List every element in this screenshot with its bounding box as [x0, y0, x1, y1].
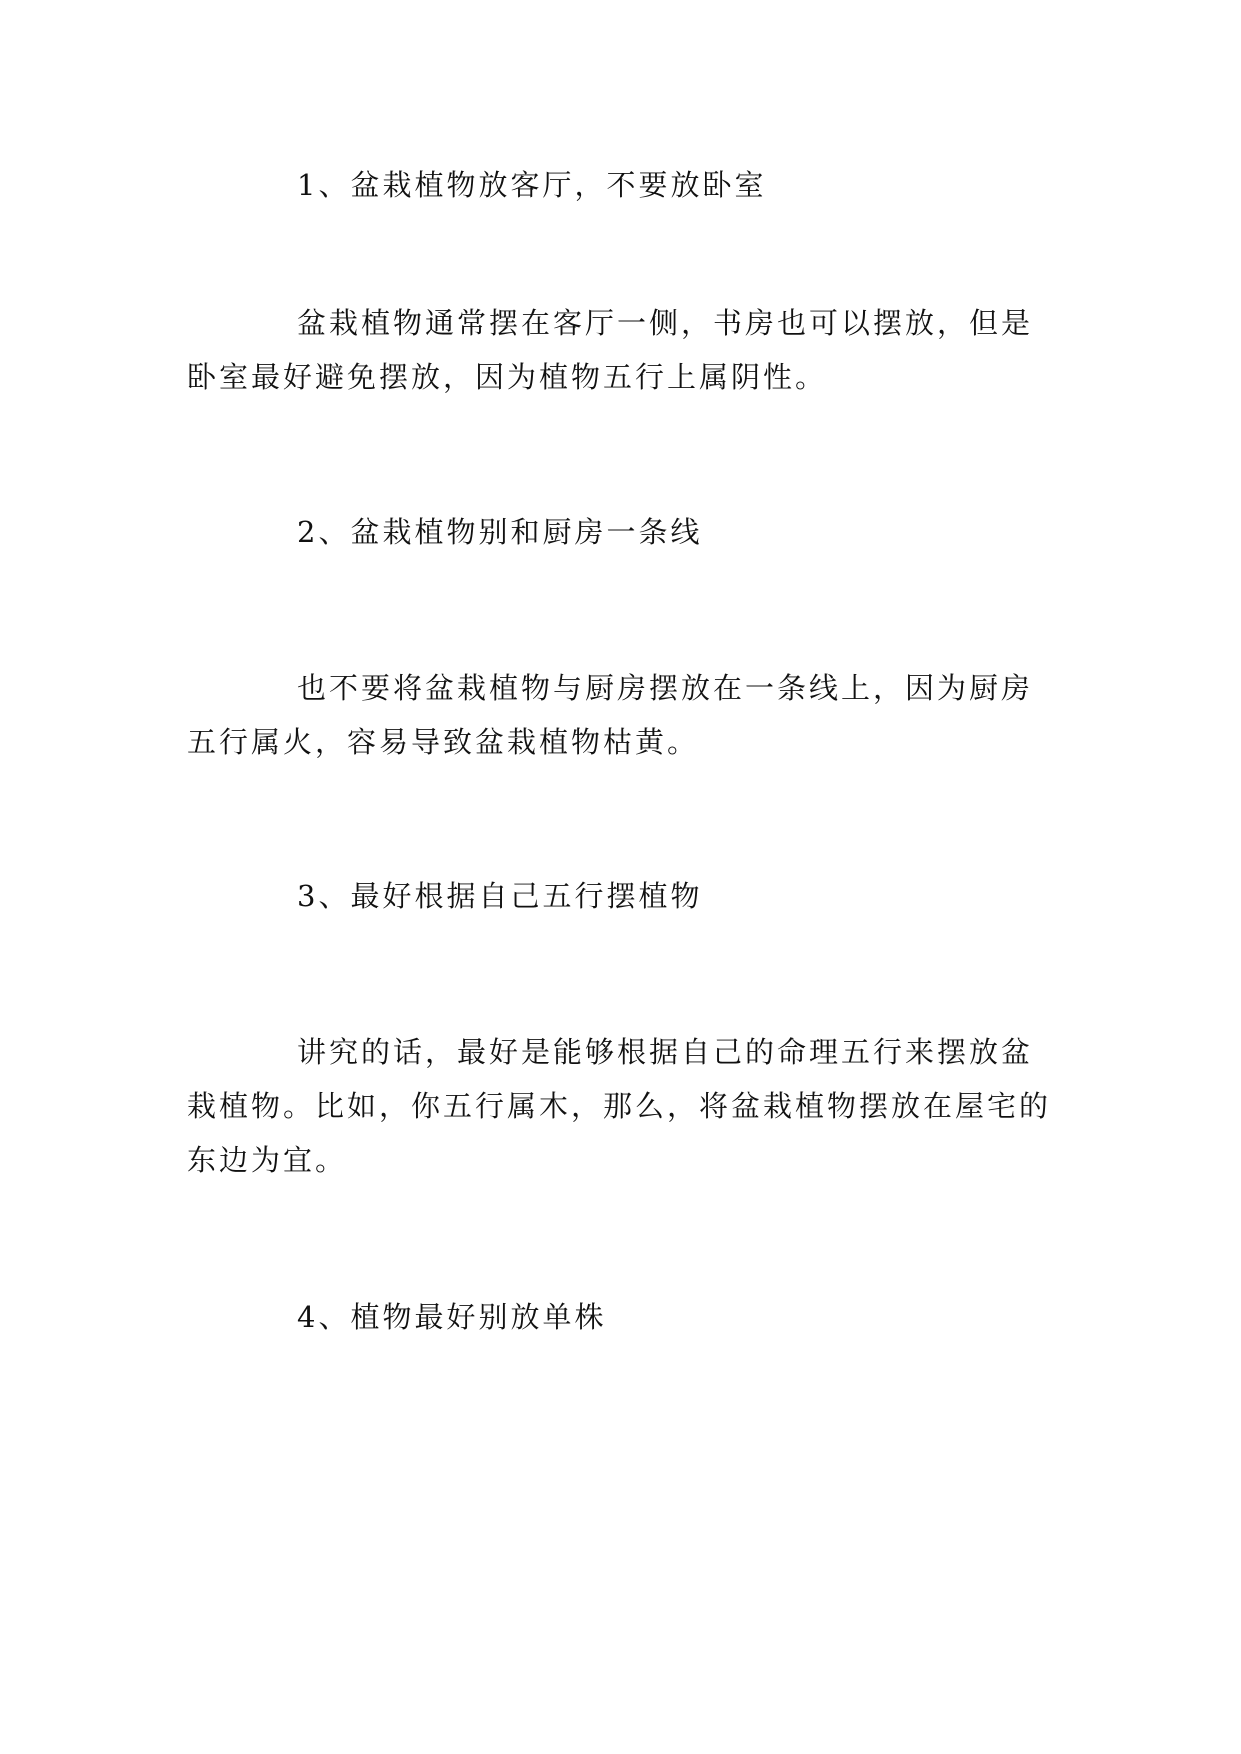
section-1-heading: 1、盆栽植物放客厅，不要放卧室 [297, 168, 767, 202]
section-2-heading: 2、盆栽植物别和厨房一条线 [297, 515, 703, 549]
section-4-heading: 4、植物最好别放单株 [297, 1300, 607, 1334]
section-2-paragraph: 也不要将盆栽植物与厨房摆放在一条线上，因为厨房五行属火，容易导致盆栽植物枯黄。 [187, 671, 1034, 759]
section-3-heading: 3、最好根据自己五行摆植物 [297, 879, 703, 913]
section-1-paragraph: 盆栽植物通常摆在客厅一侧，书房也可以摆放，但是卧室最好避免摆放，因为植物五行上属阴性。 [187, 306, 1034, 394]
section-3-paragraph: 讲究的话，最好是能够根据自己的命理五行来摆放盆栽植物。比如，你五行属木，那么，将盆栽植物摆放在屋宅的东边为宜。 [187, 1035, 1052, 1177]
